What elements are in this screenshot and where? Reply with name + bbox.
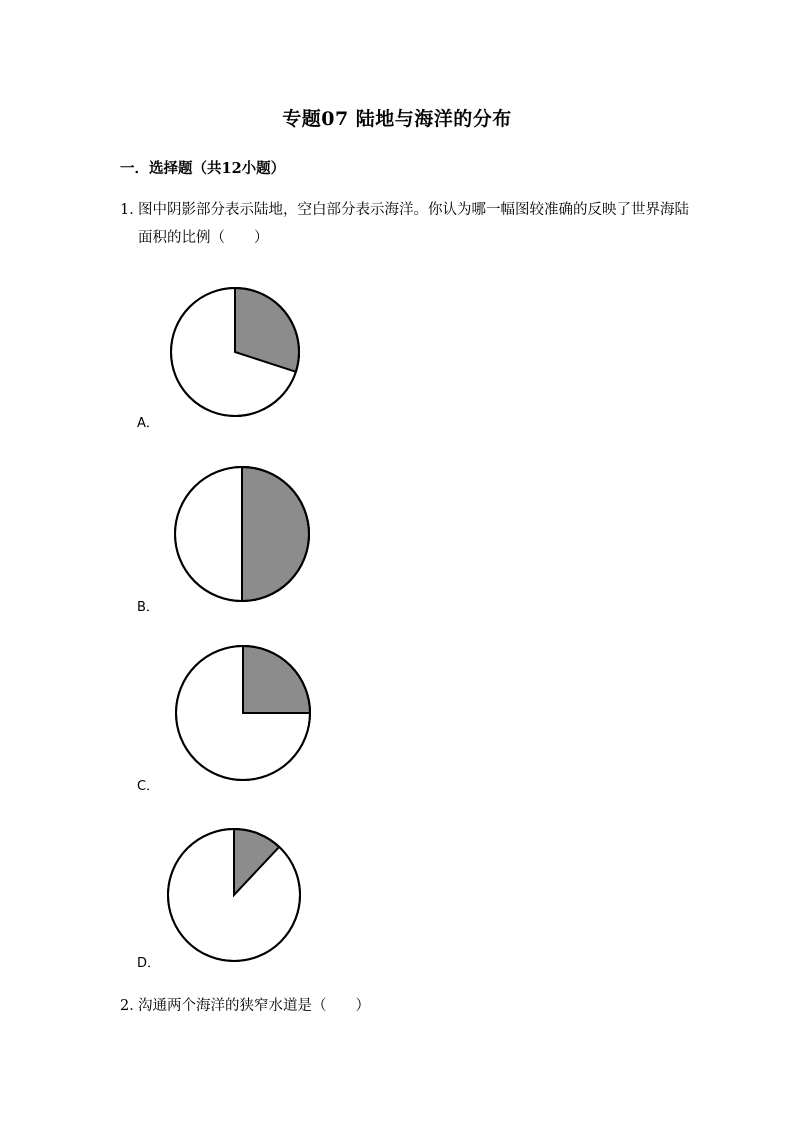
option-a-label: A．: [137, 416, 159, 431]
section-heading: 一．选择题（共12小题）: [120, 160, 286, 177]
question-2: [120, 992, 370, 1020]
pie-chart-option-c: [173, 643, 313, 783]
page-title: 专题07 陆地与海洋的分布: [282, 108, 512, 130]
question-1-number: 1．: [120, 202, 144, 218]
option-c-label: C．: [137, 779, 160, 794]
pie-chart-option-b: [172, 464, 312, 604]
land-sector: [242, 467, 309, 601]
question-2-text-line1: 沟通两个海洋的狭窄水道是（ ）: [138, 998, 370, 1014]
question-1: [120, 196, 700, 252]
question-1-text-line1: 图中阴影部分表示陆地，空白部分表示海洋。你认为哪一幅图较准确的反映了世界海陆: [138, 202, 689, 218]
pie-chart-option-d: [165, 826, 303, 964]
question-2-number: 2．: [120, 998, 144, 1014]
option-d-label: D．: [137, 956, 161, 971]
question-1-text-line2: 面积的比例（ ）: [138, 230, 269, 246]
option-b-label: B．: [137, 600, 159, 615]
pie-chart-option-a: [168, 285, 302, 419]
